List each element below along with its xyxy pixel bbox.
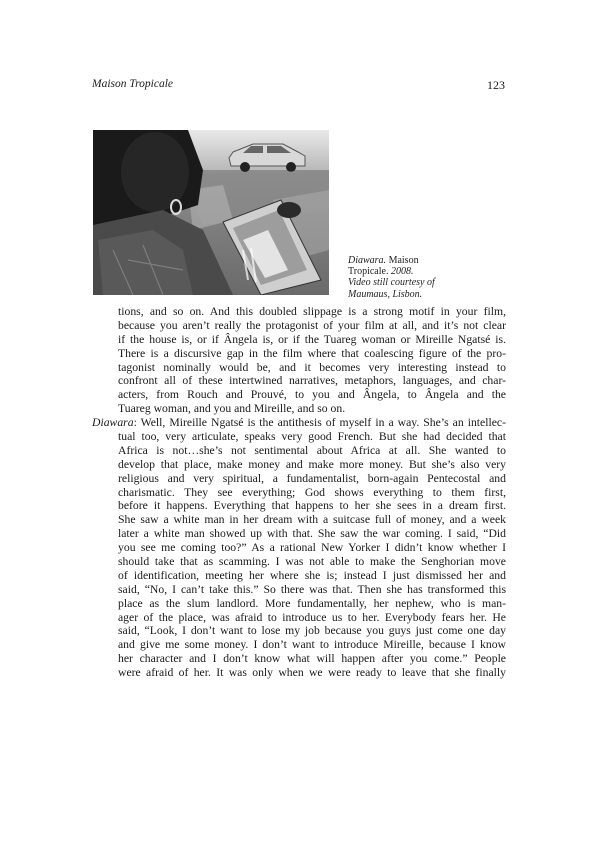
page-number: 123 [487,78,505,92]
text-line: She saw a white man in her dream with a suitcase full of money, and a week [118,513,506,527]
speaker-name: Diawara [92,416,134,430]
text-line: her character and I don’t know what will happen after you come.” People [118,652,506,666]
text-line: of identification, meeting her where she is; instead I just dismissed her and [118,568,506,582]
speaker-line [92,416,506,430]
text-line: religious and very spiritual, a fundamentalist, born-again Pentecostal and [118,471,506,485]
video-still-photo [93,130,329,295]
text-line: should take that as scamming. I was not able to make the Senghorian move [118,555,506,569]
text-line: you see me coming too?” As a rational New Yorker I didn’t know whether I [118,541,506,555]
text-line: place as the slum landlord. More fundamentally, her nephew, who is man- [118,596,506,610]
speaker-text: : Well, Mireille Ngatsé is the antithesis of myself in a way. She’s an intellec- [133,416,506,430]
text-line: said, “Look, I don’t want to lose my job because you guys just come one day [118,624,506,638]
caption-title-part: Maison [386,255,419,266]
text-line: before it happens. Everything that happens to her she sees in a dream first. [118,499,506,513]
text-line: later a white man showed up with that. She saw the war coming. I said, “Did [118,527,506,541]
text-line: develop that place, make money and make more money. But she’s also very [118,457,506,471]
text-line: There is a discursive gap in the film where that coalescing figure of the pro- [118,346,506,360]
text-line: because you aren’t really the protagonist of your film at all, and it’s not clear [118,318,506,332]
text-line: and give me some money. I don’t want to introduce Mireille, because I know [118,638,506,652]
caption-artist: Diawara. [348,255,387,266]
text-line: tual too, very articulate, speaks very good French. But she had decided that [118,430,506,444]
text-line: charismatic. They see everything; God shows everything to them first, [118,485,506,499]
text-line: acters, from Rouch and Prouvé, to you and Ângela, to Ângela and the [118,388,506,402]
text-line: were afraid of her. It was only when we were ready to leave that she finally [118,666,506,680]
caption-year: 2008. [390,266,414,278]
text-line: tions, and so on. And this doubled slippage is a strong motif in your film, [118,305,506,318]
caption-line [348,255,458,266]
text-line: Africa is not…she’s not sentimental about Africa at all. She wanted to [118,443,506,457]
caption-credit: Video still courtesy of [348,277,435,289]
text-line: ager of the place, was afraid to introduce us to her. Everybody fears her. He [118,610,506,624]
body-text [92,305,506,680]
text-line: confront all of these intertwined narratives, metaphors, languages, and char- [118,374,506,388]
text-line: if the house is, or if Ângela is, or if the Tuareg woman or Mireille Ngatsé is. [118,332,506,346]
text-line: Tuareg woman, and you and Mireille, and so on. [118,402,346,416]
running-title: Maison Tropicale [92,78,174,90]
caption-line [348,266,458,277]
caption-credit: Maumaus, Lisbon. [348,288,423,300]
figure-caption [348,255,458,300]
caption-title-part: Tropicale. [348,266,391,278]
text-line: said, “No, I can’t take this.” So there was that. Then she has transformed this [118,582,506,596]
text-line: tagonist nominally would be, and it becomes very interesting instead to [118,360,506,374]
running-header [92,78,505,94]
